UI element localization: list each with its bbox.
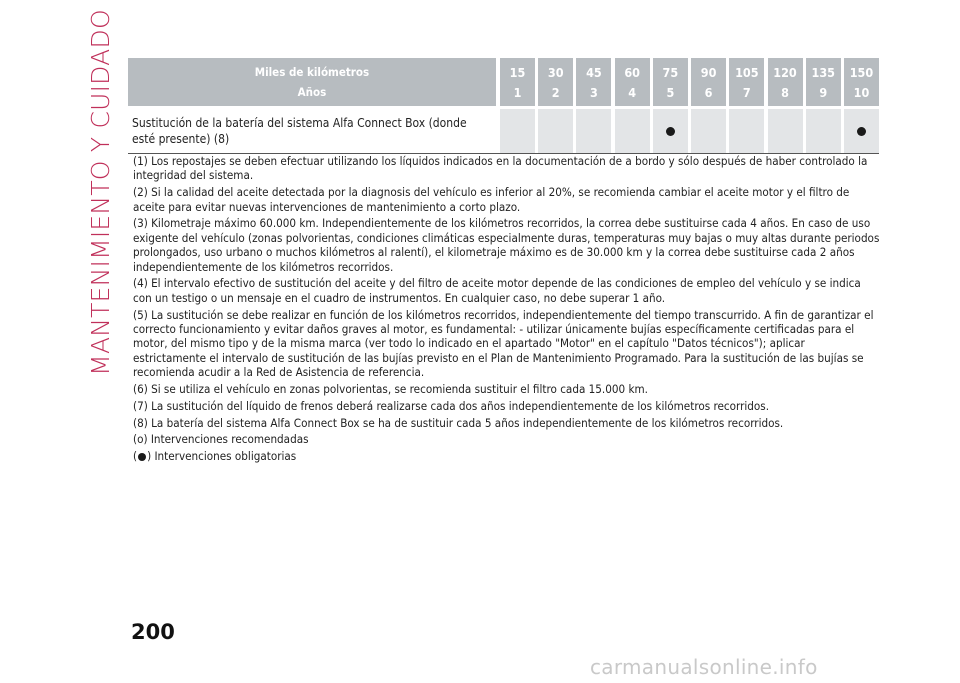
header-km-value: 30 [547,64,564,80]
footnote: (4) El intervalo efectivo de sustitución del aceite y del filtro de aceite motor depende de las condiciones de empleo del vehículo y se indica con un testigo o un mensaje en el cuadro de instrumentos. En cualquier caso, no debe superar 1 año. [133,276,861,305]
row-cell-4 [653,109,688,153]
header-col-5 [691,58,726,106]
footnote: (o) Intervenciones recomendadas [133,432,309,447]
row-cell-0 [500,109,535,153]
header-col-9 [844,58,879,106]
header-col-7 [768,58,803,106]
mandatory-dot-icon [138,453,146,461]
header-columns [500,58,879,106]
mandatory-dot-icon [857,127,866,136]
footnote: (7) La sustitución del líquido de frenos deberá realizarse cada dos años independientemente de los kilómetros recorridos. [133,398,770,413]
header-label-cell [128,58,496,106]
row-cell-2 [576,109,611,153]
header-km-value: 45 [586,64,602,80]
row-cell-7 [768,109,803,153]
header-year-value: 1 [513,84,522,100]
row-label: Sustitución de la batería del sistema Alfa Connect Box (donde esté presente) (8) [132,116,467,146]
header-year-value: 3 [590,84,598,100]
header-year-value: 2 [551,84,560,100]
header-col-1 [538,58,573,106]
header-km-value: 15 [509,64,526,80]
legend-open-paren: ( [133,449,138,464]
header-km-value: 150 [849,64,874,80]
maintenance-table [128,58,879,154]
row-cell-9 [844,109,879,153]
row-cell-5 [691,109,726,153]
mandatory-dot-icon [666,127,675,136]
page-number: 200 [131,620,175,644]
header-km-value: 60 [624,64,640,80]
header-year-value: 4 [628,84,637,100]
legend-mandatory-text: ) Intervenciones obligatorias [147,449,297,464]
section-title-text: MANTENIMIENTO Y CUIDADO [85,9,115,376]
header-year-value: 5 [666,84,675,100]
table-row [128,109,879,154]
header-km-value: 75 [662,64,679,80]
header-col-2 [576,58,611,106]
header-km-value: 120 [773,64,797,80]
header-col-8 [806,58,841,106]
footnote: (8) La batería del sistema Alfa Connect Box se ha de sustituir cada 5 años independientemente de los kilómetros recorridos. [133,415,784,430]
header-col-4 [653,58,688,106]
header-year-value: 9 [819,84,828,100]
header-years-label: Años [297,85,327,99]
header-km-value: 90 [700,64,717,80]
legend-mandatory [133,449,881,463]
row-cell-6 [729,109,764,153]
header-col-0 [500,58,535,106]
footnotes [133,154,881,466]
header-col-6 [729,58,764,106]
header-year-value: 6 [704,84,713,100]
section-title-vertical [80,9,120,376]
header-km-label: Miles de kilómetros [254,65,370,79]
row-cell-1 [538,109,573,153]
footnote: (1) Los repostajes se deben efectuar utilizando los líquidos indicados en la documentación de a bordo y sólo después de haber controlado la integridad del sistema. [133,154,868,183]
header-km-value: 105 [735,64,759,80]
watermark: carmanualsonline.info [590,655,818,679]
row-cells [500,109,879,153]
footnote: (2) Si la calidad del aceite detectada por la diagnosis del vehículo es inferior al 20%, se recomienda cambiar el aceite motor y el filtro de aceite para evitar nuevas intervenciones de mantenimiento a corto plazo. [133,185,850,214]
header-year-value: 7 [742,84,751,100]
header-year-value: 10 [853,84,870,100]
header-col-3 [615,58,650,106]
table-header-row [128,58,879,106]
footnote: (5) La sustitución se debe realizar en función de los kilómetros recorridos, independientemente del tiempo transcurrido. A fin de garantizar el correcto funcionamiento y evitar daños graves al motor, es fundamental: - utilizar únicamente bujías específicamente certificadas para el motor, del mismo tipo y de la misma marca (ver todo lo indicado en el apartado "Motor" en el capítulo "Datos técnicos"); aplicar estrictamente el intervalo de sustitución de las bujías previsto en el Plan de Mantenimiento Programado. Para la sustitución de las bujías se recomienda acudir a la Red de Asistencia de referencia. [133,307,874,380]
footnote: (3) Kilometraje máximo 60.000 km. Independientemente de los kilómetros recorridos, la correa debe sustituirse cada 4 años. En caso de uso exigente del vehículo (zonas polvorientas, condiciones climáticas especialmente duras, temperaturas muy bajas o muy altas durante periodos prolongados, uso urbano o muchos kilómetros al ralentí), el kilometraje máximo es de 30.000 km y la correa debe sustituirse cada 2 años independientemente de los kilómetros recorridos. [133,216,880,274]
header-year-value: 8 [781,84,789,100]
row-cell-8 [806,109,841,153]
row-cell-3 [615,109,650,153]
header-km-value: 135 [811,64,835,80]
footnote: (6) Si se utiliza el vehículo en zonas polvorientas, se recomienda sustituir el filtro cada 15.000 km. [133,382,648,397]
